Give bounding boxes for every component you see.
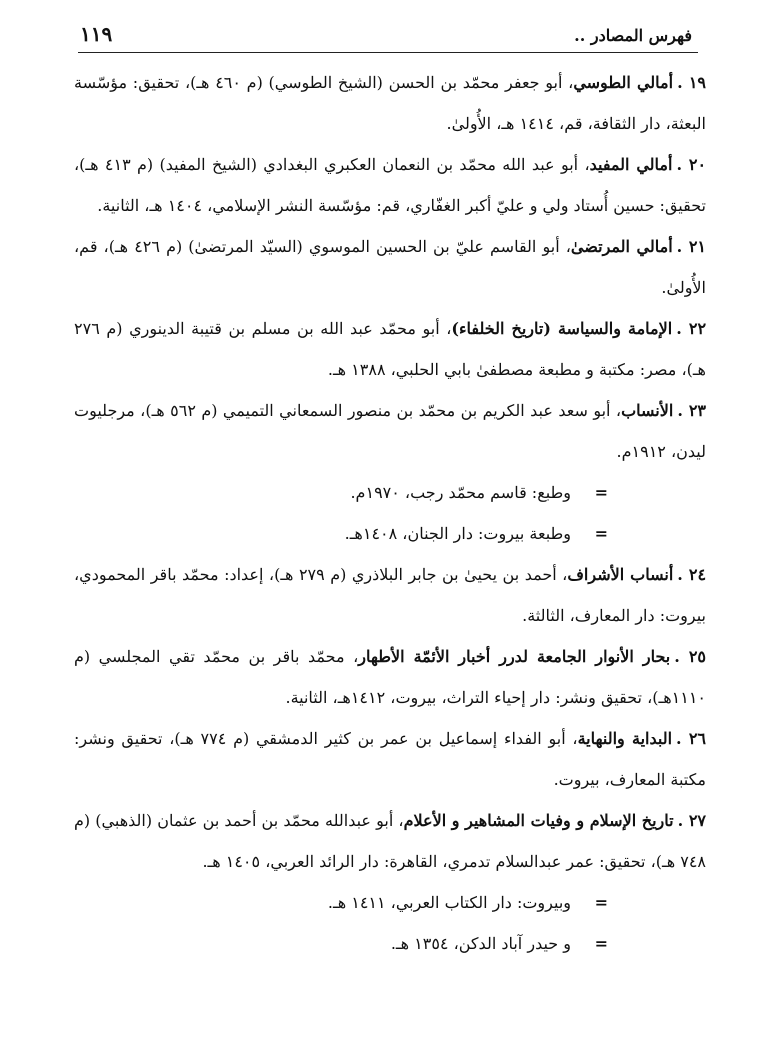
- equals-marker: =: [594, 893, 608, 912]
- sub-entry-27-b: [74, 923, 706, 964]
- entry-title: الأنساب: [621, 401, 674, 420]
- entry-title: أمالي المرتضىٰ: [570, 237, 673, 256]
- entry-number: ٢٠ .: [676, 155, 707, 174]
- equals-marker: =: [594, 934, 608, 953]
- entry-number: ٢٢ .: [676, 319, 707, 338]
- entry-number: ١٩ .: [677, 73, 707, 92]
- entry-title: أمالي المفيد: [589, 155, 673, 174]
- entry-number: ٢٧ .: [677, 811, 706, 830]
- page-number: ١١٩: [80, 22, 113, 46]
- entry-number: ٢٣ .: [677, 401, 707, 420]
- entry-title: بحار الأنوار الجامعة لدرر أخبار الأئمّة الأطهار: [358, 647, 671, 666]
- entry-title: الإمامة والسياسة (تاريخ الخلفاء): [451, 319, 673, 338]
- equals-marker: =: [594, 483, 608, 502]
- sub-entry-text: وطبع: قاسم محمّد رجب، ١٩٧٠م.: [350, 483, 571, 502]
- entry-title: البداية والنهاية: [577, 729, 673, 748]
- entry-number: ٢٦ .: [676, 729, 707, 748]
- entry-details: ، أحمد بن يحيىٰ بن جابر البلاذري (م ٢٧٩ هـ)، إعداد: محمّد باقر المحمودي، بيروت: دار المعارف، الثالثة.: [74, 565, 706, 625]
- entry-number: ٢٤ .: [677, 565, 707, 584]
- entry-details: ، أبو القاسم عليّ بن الحسين الموسوي (السيّد المرتضىٰ) (م ٤٢٦ هـ)، قم، الأُولىٰ.: [74, 237, 706, 297]
- entry-details: ، أبو عبدالله محمّد بن أحمد بن عثمان (الذهبي) (م ٧٤٨ هـ)، تحقيق: عمر عبدالسلام تدمري، القاهرة: دار الرائد العربي، ١٤٠٥ هـ.: [74, 811, 706, 871]
- sub-entry-text: وطبعة بيروت: دار الجنان، ١٤٠٨هـ.: [344, 524, 571, 543]
- sub-entry-27-a: [74, 882, 706, 923]
- entry-details: ، أبو جعفر محمّد بن الحسن (الشيخ الطوسي) (م ٤٦٠ هـ)، تحقيق: مؤسّسة البعثة، دار الثقافة، قم، ١٤١٤ هـ، الأُولىٰ.: [74, 73, 706, 133]
- entry-details: ، أبو عبد الله محمّد بن النعمان العكبري البغدادي (الشيخ المفيد) (م ٤١٣ هـ)، تحقيق: حسين أُستاد ولي و عليّ أكبر الغفّاري، قم: مؤسّسة النشر الإسلامي، ١٤٠٤ هـ، الثانية.: [74, 155, 706, 215]
- bibliography-entry-22: [74, 308, 706, 390]
- entry-title: أنساب الأشراف: [567, 565, 674, 584]
- entry-details: ، محمّد باقر بن محمّد تقي المجلسي (م ١١١٠هـ)، تحقيق ونشر: دار إحياء التراث، بيروت، ١٤١٢هـ، الثانية.: [74, 647, 706, 707]
- sub-entry-text: و حيدر آباد الدكن، ١٣٥٤ هـ.: [390, 934, 571, 953]
- header-rule: [78, 52, 698, 53]
- entry-details: ، أبو الفداء إسماعيل بن عمر بن كثير الدمشقي (م ٧٧٤ هـ)، تحقيق ونشر: مكتبة المعارف، بيروت.: [74, 729, 706, 789]
- entry-title: تاريخ الإسلام و وفيات المشاهير و الأعلام: [403, 811, 674, 830]
- entry-number: ٢٥ .: [674, 647, 707, 666]
- entry-details: ، أبو محمّد عبد الله بن مسلم بن قتيبة الدينوري (م ٢٧٦ هـ)، مصر: مكتبة و مطبعة مصطفىٰ بابي الحلبي، ١٣٨٨ هـ.: [74, 319, 706, 379]
- bibliography-entry-25: [74, 636, 706, 718]
- entry-details: ، أبو سعد عبد الكريم بن محمّد بن منصور السمعاني التميمي (م ٥٦٢ هـ)، مرجليوت ليدن، ١٩١٢م.: [74, 401, 706, 461]
- running-header: فهرس المصادر ..: [574, 26, 692, 45]
- entry-number: ٢١ .: [676, 237, 706, 256]
- bibliography-entry-27: [74, 800, 706, 882]
- sub-entry-23-a: [74, 472, 706, 513]
- sub-entry-23-b: [74, 513, 706, 554]
- bibliography-entry-23: [74, 390, 706, 472]
- bibliography-entry-19: [74, 62, 706, 144]
- entry-title: أمالي الطوسي: [573, 73, 674, 92]
- bibliography-entry-20: [74, 144, 706, 226]
- bibliography-list: [74, 62, 706, 964]
- equals-marker: =: [594, 524, 608, 543]
- sub-entry-text: وبيروت: دار الكتاب العربي، ١٤١١ هـ.: [327, 893, 571, 912]
- bibliography-entry-26: [74, 718, 706, 800]
- bibliography-entry-21: [74, 226, 706, 308]
- bibliography-entry-24: [74, 554, 706, 636]
